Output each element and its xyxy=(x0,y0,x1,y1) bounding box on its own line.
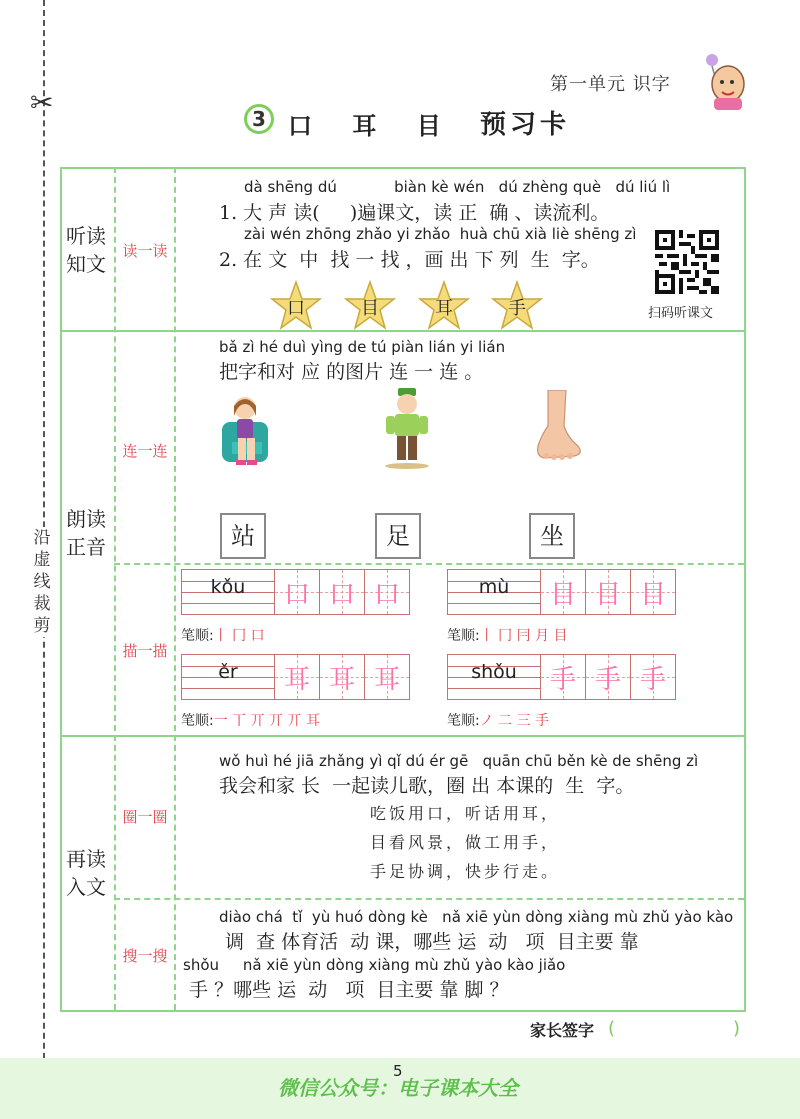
section-divider xyxy=(60,735,744,737)
subsection-circle: 圈一圈 xyxy=(122,808,168,826)
question-text: 1. 大 声 读( )遍课文，读 正 确 、读流利。 xyxy=(219,202,610,224)
poem-line: 手足协调，快步行走。 xyxy=(370,862,561,881)
question-text: 调 查 体育活 动 课，哪些 运 动 项 目主要 靠 xyxy=(219,931,639,953)
signature-paren-close: ) xyxy=(733,1018,741,1039)
pinyin-text: shǒu xyxy=(471,661,517,683)
section-divider xyxy=(60,330,744,332)
trace-char: 手 xyxy=(549,665,576,695)
section-label: 入文 xyxy=(66,875,106,899)
trace-char: 口 xyxy=(373,580,400,610)
char-box[interactable]: 站 xyxy=(220,513,266,559)
cut-instruction xyxy=(30,527,54,637)
trace-char: 口 xyxy=(283,580,310,610)
star-char-text: 目 xyxy=(361,298,379,319)
trace-char: 耳 xyxy=(283,665,310,695)
foot-picture xyxy=(534,390,584,468)
subsection-divider xyxy=(114,563,744,565)
trace-cell[interactable] xyxy=(274,655,319,699)
trace-char: 耳 xyxy=(328,665,355,695)
section-label: 听读 xyxy=(66,224,106,248)
trace-grid xyxy=(447,569,676,615)
trace-cell[interactable] xyxy=(364,655,409,699)
lesson-title: 口 耳 目 xyxy=(288,111,457,140)
column-divider xyxy=(174,167,176,1010)
stroke-order xyxy=(447,625,568,645)
trace-cell[interactable] xyxy=(319,655,364,699)
trace-cell[interactable] xyxy=(319,570,364,614)
qr-caption: 扫码听课文 xyxy=(648,306,714,321)
lesson-number xyxy=(244,104,274,134)
char-box[interactable]: 坐 xyxy=(529,513,575,559)
trace-grid xyxy=(181,654,410,700)
stroke-order xyxy=(181,625,265,645)
trace-char: 目 xyxy=(549,580,576,610)
card-title: 预习卡 xyxy=(480,110,571,140)
cut-char: 沿 xyxy=(33,528,51,548)
trace-cell[interactable] xyxy=(630,655,675,699)
pinyin-cell xyxy=(448,570,540,614)
pinyin-cell xyxy=(182,655,274,699)
star-char xyxy=(344,280,396,332)
section-label: 再读 xyxy=(66,847,106,871)
stroke-order xyxy=(181,710,320,730)
pinyin-line: zài wén zhōng zhǎo yi zhǎo huà chū xià liè shēng zì xyxy=(244,225,637,243)
instruction-text: 把字和对 应 的图片 连 一 连 。 xyxy=(219,361,484,383)
subsection-trace: 描一描 xyxy=(122,642,168,660)
trace-cell[interactable] xyxy=(540,570,585,614)
cut-char: 剪 xyxy=(33,616,51,636)
section-label: 正音 xyxy=(66,535,106,559)
guide-line xyxy=(448,603,540,604)
pinyin-line: wǒ huì hé jiā zhǎng yì qǐ dú ér gē quān chū běn kè de shēng zì xyxy=(219,752,699,770)
trace-grid xyxy=(181,569,410,615)
subsection-search: 搜一搜 xyxy=(122,947,168,965)
poem-line: 目看风景，做工用手， xyxy=(370,833,561,852)
qr-code-icon[interactable] xyxy=(655,230,719,298)
stroke-sequence: 一 丅 丌 丌 丌 耳 xyxy=(213,713,320,729)
question-text: 手 ？哪些 运 动 项 目主要 靠 脚 ？ xyxy=(183,979,509,1001)
mascot-icon xyxy=(700,52,750,116)
guide-line xyxy=(448,688,540,689)
sitting-girl-picture xyxy=(218,392,272,472)
pinyin-line: diào chá tǐ yù huó dòng kè nǎ xiē yùn dòng xiàng mù zhǔ yào kào xyxy=(219,908,734,926)
trace-char: 口 xyxy=(328,580,355,610)
pinyin-cell xyxy=(448,655,540,699)
star-char xyxy=(418,280,470,332)
cut-char: 虚 xyxy=(33,550,51,570)
trace-char: 目 xyxy=(639,580,666,610)
pinyin-cell xyxy=(182,570,274,614)
poem-line: 吃饭用口，听话用耳， xyxy=(370,804,561,823)
trace-cell[interactable] xyxy=(364,570,409,614)
pinyin-text: ěr xyxy=(218,661,238,683)
column-divider xyxy=(114,167,116,1010)
trace-char: 手 xyxy=(594,665,621,695)
lesson-number-text: 3 xyxy=(247,107,271,131)
guide-line xyxy=(182,603,274,604)
trace-cell[interactable] xyxy=(540,655,585,699)
stroke-label: 笔顺: xyxy=(447,713,480,729)
section-listen xyxy=(64,222,108,278)
trace-cell[interactable] xyxy=(630,570,675,614)
pinyin-line: dà shēng dú biàn kè wén dú zhèng què dú liú lì xyxy=(244,178,671,196)
trace-grid xyxy=(447,654,676,700)
star-char-text: 口 xyxy=(287,298,305,319)
question-text: 2. 在 文 中 找 一 找 ，画 出 下 列 生 字。 xyxy=(219,249,600,271)
star-char-text: 手 xyxy=(508,298,526,319)
trace-cell[interactable] xyxy=(585,570,630,614)
instruction-text: 我会和家 长 一起读儿歌，圈 出 本课的 生 字。 xyxy=(219,775,635,797)
section-read xyxy=(64,505,108,561)
char-box[interactable]: 足 xyxy=(375,513,421,559)
pinyin-line: bǎ zì hé duì yìng de tú piàn lián yi lián xyxy=(219,338,506,356)
standing-boy-picture xyxy=(378,386,436,474)
page-number: 5 xyxy=(393,1062,403,1080)
cut-char: 线 xyxy=(33,572,51,592)
signature-paren-open: ( xyxy=(608,1018,616,1039)
stroke-sequence: 丨 冂 冃 月 目 xyxy=(479,628,568,644)
stroke-sequence: 丨 冂 口 xyxy=(213,628,265,644)
subsection-divider xyxy=(114,898,744,900)
parent-signature-field[interactable] xyxy=(620,1020,730,1042)
subsection-connect: 连一连 xyxy=(122,442,168,460)
stroke-order xyxy=(447,710,549,730)
pinyin-text: kǒu xyxy=(210,576,246,598)
section-label: 知文 xyxy=(66,252,106,276)
guide-line xyxy=(182,688,274,689)
stroke-label: 笔顺: xyxy=(181,713,214,729)
cut-char: 裁 xyxy=(33,594,51,614)
stroke-label: 笔顺: xyxy=(447,628,480,644)
section-reread xyxy=(64,845,108,901)
scissors-icon: ✂ xyxy=(30,86,54,119)
section-label: 朗读 xyxy=(66,507,106,531)
pinyin-line: shǒu nǎ xiē yùn dòng xiàng mù zhǔ yào kào jiǎo xyxy=(183,956,566,974)
trace-cell[interactable] xyxy=(274,570,319,614)
pinyin-text: mù xyxy=(478,576,510,598)
star-char-text: 耳 xyxy=(435,298,453,319)
unit-label: 第一单元 识字 xyxy=(550,74,671,95)
star-char xyxy=(270,280,322,332)
trace-cell[interactable] xyxy=(585,655,630,699)
star-char xyxy=(491,280,543,332)
subsection-read-once: 读一读 xyxy=(122,242,168,260)
trace-char: 手 xyxy=(639,665,666,695)
trace-char: 耳 xyxy=(373,665,400,695)
stroke-sequence: ノ 二 三 手 xyxy=(479,713,550,729)
trace-char: 目 xyxy=(594,580,621,610)
wechat-banner: 微信公众号：电子课本大全 xyxy=(278,1076,518,1100)
stroke-label: 笔顺: xyxy=(181,628,214,644)
parent-signature-label: 家长签字 xyxy=(530,1021,595,1040)
